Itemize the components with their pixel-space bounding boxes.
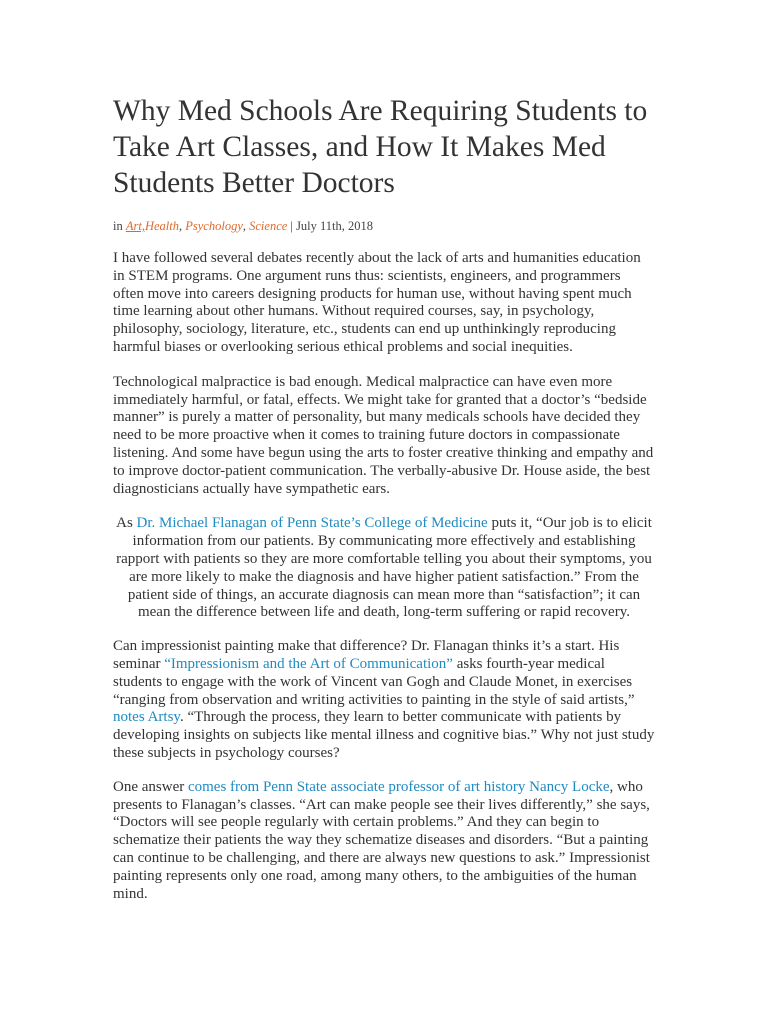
paragraph-4-text-c: . “Through the process, they learn to better communicate with patients by developing insights on subjects like mental illness and cognitive bias.” Why not just study these subjects in psychology courses? [113, 709, 655, 761]
category-link-psychology[interactable]: Psychology [185, 219, 243, 233]
meta-separator: , [242, 219, 250, 233]
paragraph-5 [113, 779, 655, 904]
nancy-locke-link[interactable]: comes from Penn State associate professor of art history Nancy Locke [187, 778, 610, 795]
category-link-health[interactable]: Health [144, 219, 179, 233]
paragraph-4 [113, 638, 655, 763]
article-title: Why Med Schools Are Requiring Students to Take Art Classes, and How It Makes Med Students Better Doctors [113, 95, 648, 199]
quote-text-after: puts it, “Our job is to elicit information from our patients. By communicating more effectively and establishing rapport with patients so they are more comfortable telling you about their symptoms, you are more likely to make the diagnosis and have higher patient satisfaction.” From the patient side of things, an accurate diagnosis can mean more than “satisfaction”; it can mean the difference between life and death, long-term suffering or rapid recovery. [116, 515, 652, 621]
meta-separator: , [179, 219, 186, 233]
paragraph-4-text-a: Can impressionist painting make that difference? Dr. Flanagan thinks it’s a start. His seminar [113, 638, 620, 672]
quote-text-before: As [116, 515, 137, 532]
meta-prefix: in [113, 219, 126, 233]
flanagan-link[interactable]: Dr. Michael Flanagan of Penn State’s College of Medicine [136, 515, 488, 532]
paragraph-5-text-b: , who presents to Flanagan’s classes. “Art can make people see their lives differently,” she says, “Doctors will see people regularly with certain problems.” And they can begin to schematize their patients the way they schematize diseases and disorders. “But a painting can continue to be challenging, and there are always new questions to ask.” Impressionist painting represents only one road, among many others, to the ambiguities of the human mind. [113, 778, 650, 902]
publish-date: July 11th, 2018 [296, 219, 374, 233]
category-link-science[interactable]: Science [249, 219, 288, 233]
seminar-link[interactable]: “Impressionism and the Art of Communication” [164, 655, 453, 672]
flanagan-quote [113, 515, 655, 622]
category-link-art[interactable]: Art, [125, 219, 145, 233]
paragraph-4-text-b: asks fourth-year medical students to engage with the work of Vincent van Gogh and Claude Monet, in exercises “ranging from observation and writing activities to painting in the style of said artists,” [113, 655, 635, 708]
paragraph-5-text-a: One answer [113, 778, 188, 795]
meta-divider: | [287, 219, 297, 233]
article [113, 93, 655, 903]
article-meta [113, 217, 655, 235]
artsy-link[interactable]: notes Artsy [113, 709, 180, 726]
paragraph-2: Technological malpractice is bad enough. Medical malpractice can have even more immediately harmful, or fatal, effects. We might take for granted that a doctor’s “bedside manner” is purely a matter of personality, but many medicals schools have decided they need to be more proactive when it comes to training future doctors in compassionate listening. And some have begun using the arts to foster creative thinking and empathy and to improve doctor-patient communication. The verbally-abusive Dr. House aside, the best diagnosticians actually have sympathetic ears. [113, 373, 654, 497]
paragraph-1: I have followed several debates recently about the lack of arts and humanities education in STEM programs. One argument runs thus: scientists, engineers, and programmers often move into careers designing products for human use, without having spent much time learning about other humans. Without required courses, say, in psychology, philosophy, sociology, literature, etc., students can end up unthinkingly reproducing harmful biases or overlooking serious ethical problems and social inequities. [113, 250, 641, 355]
